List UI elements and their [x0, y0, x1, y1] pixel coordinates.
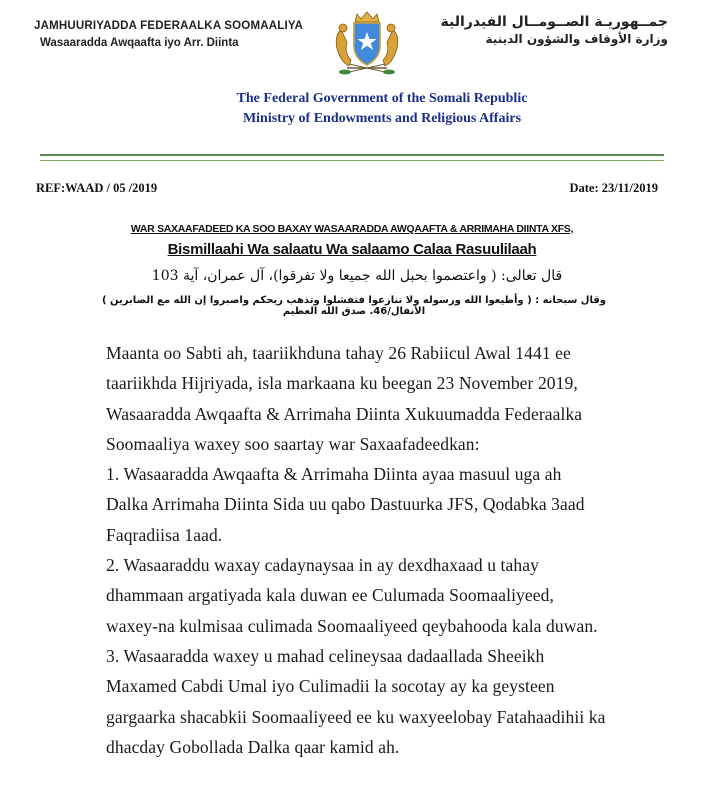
quran-verse-1: قال تعالى: ( واعتصموا بحبل الله جميعا ولا تفرقوا)، آل عمران، آية 103 [151, 268, 563, 284]
body-line: dhammaan argatiyada kala duwan ee Culumada Soomaaliyeed, [106, 585, 554, 606]
header-right [441, 14, 669, 46]
header-divider-secondary [40, 160, 664, 161]
quran-verse-2: وقال سبحانه : ( وأطيعوا الله ورسوله ولا تنازعوا فتفشلوا وتذهب ريحكم واصبروا إن الله مع الصابرين ) الأنفال/46. صدق الله العظيم [102, 295, 606, 317]
document-date: Date: 23/11/2019 [569, 181, 658, 195]
bismillah-heading: Bismillaahi Wa salaatu Wa salaamo Calaa Rasuulilaah [167, 241, 537, 258]
body-line: waxey-na kulmisaa culimada Soomaaliyeed qeybahooda kala duwan. [106, 615, 598, 636]
body-line: taariikhda Hijriyada, isla markaana ku beegan 23 November 2019, [106, 373, 578, 394]
republic-name-arabic: جمــهوريـة الصــومــال الفيدرالية [440, 14, 668, 30]
body-line: Soomaaliya waxey soo saartay war Saxaafadeedkan: [106, 433, 480, 454]
header-divider [40, 154, 664, 156]
body-line: Dalka Arrimaha Diinta Sida uu qabo Dastuurka JFS, Qodabka 3aad [106, 494, 585, 515]
header-left [34, 20, 303, 49]
body-line: 1. Wasaaradda Awqaafta & Arrimaha Diinta ayaa masuul uga ah [106, 464, 562, 485]
body-line: Wasaaradda Awqaafta & Arrimaha Diinta Xukuumadda Federaalka [106, 403, 583, 424]
body-line: Maxamed Cabdi Umal iyo Culimadii la socotay ay ka geysteen [106, 676, 555, 697]
body-line: 3. Wasaaradda waxey u mahad celineysaa dadaallada Sheeikh [106, 645, 545, 666]
coat-of-arms-icon [327, 8, 407, 78]
body-line: gargaarka shacabkii Soomaaliyeed ee ku waxyeelobay Fatahaadihii ka [106, 706, 606, 727]
ministry-name-somali: Wasaaradda Awqaafta iyo Arr. Diinta [40, 37, 239, 49]
government-title-block [0, 91, 704, 131]
press-release-body [106, 343, 686, 767]
body-line: 2. Wasaaraddu waxay cadaynaysaa in ay dexdhaxaad u tahay [106, 555, 539, 576]
ministry-title: Ministry of Endowments and Religious Affairs [242, 111, 522, 126]
republic-name-somali: JAMHUURIYADDA FEDERAALKA SOOMAALIYA [34, 20, 304, 32]
body-line: Maanta oo Sabti ah, taariikhduna tahay 26 Rabiicul Awal 1441 ee [106, 343, 571, 363]
reference-number: REF:WAAD / 05 /2019 [36, 181, 158, 195]
press-release-subject: WAR SAXAAFADEED KA SOO BAXAY WASAARADDA AWQAAFTA & ARRIMAHA DIINTA XFS, [130, 223, 574, 235]
ministry-name-arabic: وزارة الأوقاف والشؤون الدينية [485, 32, 668, 46]
government-title: The Federal Government of the Somali Republic [236, 91, 528, 106]
body-line: Faqradiisa 1aad. [106, 524, 223, 545]
body-line: dhacday Gobollada Dalka qaar kamid ah. [106, 736, 400, 757]
